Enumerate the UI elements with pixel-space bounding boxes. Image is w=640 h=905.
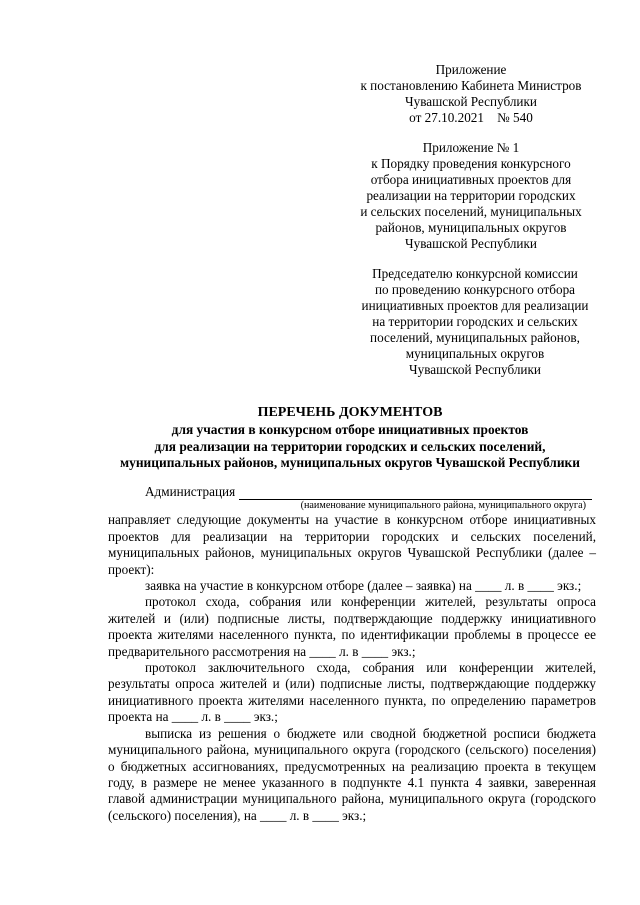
intro-paragraph: направляет следующие документы на участие в конкурсном отборе инициативных проектов для реализации на территории городских и сельских поселений, муниципальных районов, муниципальных округов Чувашской Республики (далее – проект):: [108, 512, 596, 577]
document-item: протокол заключительного схода, собрания или конференции жителей, результаты опроса жителей и (или) подписные листы, подтверждающие поддержку инициативного проекта жителями населенного пункта, по определению параметров проекта на ____ л. в ____ экз.;: [108, 660, 596, 725]
appendix-line: и сельских поселений, муниципальных: [360, 204, 582, 219]
appendix-number-header: [350, 140, 592, 252]
document-item: выписка из решения о бюджете или сводной бюджетной росписи бюджета муниципального района, муниципального округа (городского (сельского) поселения) о бюджетных ассигнованиях, предусмотренных на реализацию проекта в текущем году, в размере не менее указанного в подпункте 4.1 пункта 4 заявки, заверенная главой администрации муниципального района, муниципального округа (городского (сельского) поселения), на ____ л. в ____ экз.;: [108, 725, 596, 823]
addressee-line: поселений, муниципальных районов,: [370, 330, 580, 345]
addressee-line: Чувашской Республики: [409, 362, 541, 377]
title-subtitle: для реализации на территории городских и сельских поселений,: [154, 438, 546, 454]
title-subtitle: для участия в конкурсном отборе инициативных проектов: [171, 422, 529, 437]
document-body: [108, 484, 596, 824]
administration-row: [108, 484, 596, 500]
addressee-line: по проведению конкурсного отбора: [374, 282, 576, 297]
appendix-line: районов, муниципальных округов: [375, 220, 567, 235]
administration-label: Администрация: [145, 484, 236, 499]
document-title: [60, 404, 640, 472]
appendix-line: к Порядку проведения конкурсного: [371, 156, 571, 171]
document-item: заявка на участие в конкурсном отборе (далее – заявка) на ____ л. в ____ экз.;: [145, 578, 582, 594]
addressee-line: на территории городских и сельских: [372, 314, 578, 329]
administration-fill-line: [239, 487, 592, 500]
document-item: протокол схода, собрания или конференции жителей, результаты опроса жителей и (или) подписные листы, подтверждающие поддержку инициативного проекта жителями населенного пункта, по идентификации проблемы в процессе ее предварительного рассмотрения на ____ л. в ____ экз.;: [108, 594, 596, 659]
appendix-line: отбора инициативных проектов для: [370, 172, 572, 187]
addressee-block: [350, 266, 600, 378]
title-heading: ПЕРЕЧЕНЬ ДОКУМЕНТОВ: [257, 405, 443, 420]
title-subtitle: муниципальных районов, муниципальных округов Чувашской Республики: [120, 455, 580, 470]
appendix-line: реализации на территории городских: [366, 188, 576, 203]
appendix-line: Приложение № 1: [422, 140, 520, 155]
addressee-line: муниципальных округов: [405, 346, 545, 361]
addressee-line: инициативных проектов для реализации: [361, 298, 589, 313]
appendix-line: к постановлению Кабинета Министров: [360, 78, 582, 93]
addressee-line: Председателю конкурсной комиссии: [372, 266, 578, 281]
administration-hint: (наименование муниципального района, муниципального округа): [300, 500, 586, 512]
appendix-line: Чувашской Республики: [405, 94, 537, 109]
appendix-line: Приложение: [435, 62, 507, 77]
appendix-line: от 27.10.2021 № 540: [409, 110, 533, 125]
appendix-header: [350, 62, 592, 126]
appendix-line: Чувашской Республики: [405, 236, 537, 251]
